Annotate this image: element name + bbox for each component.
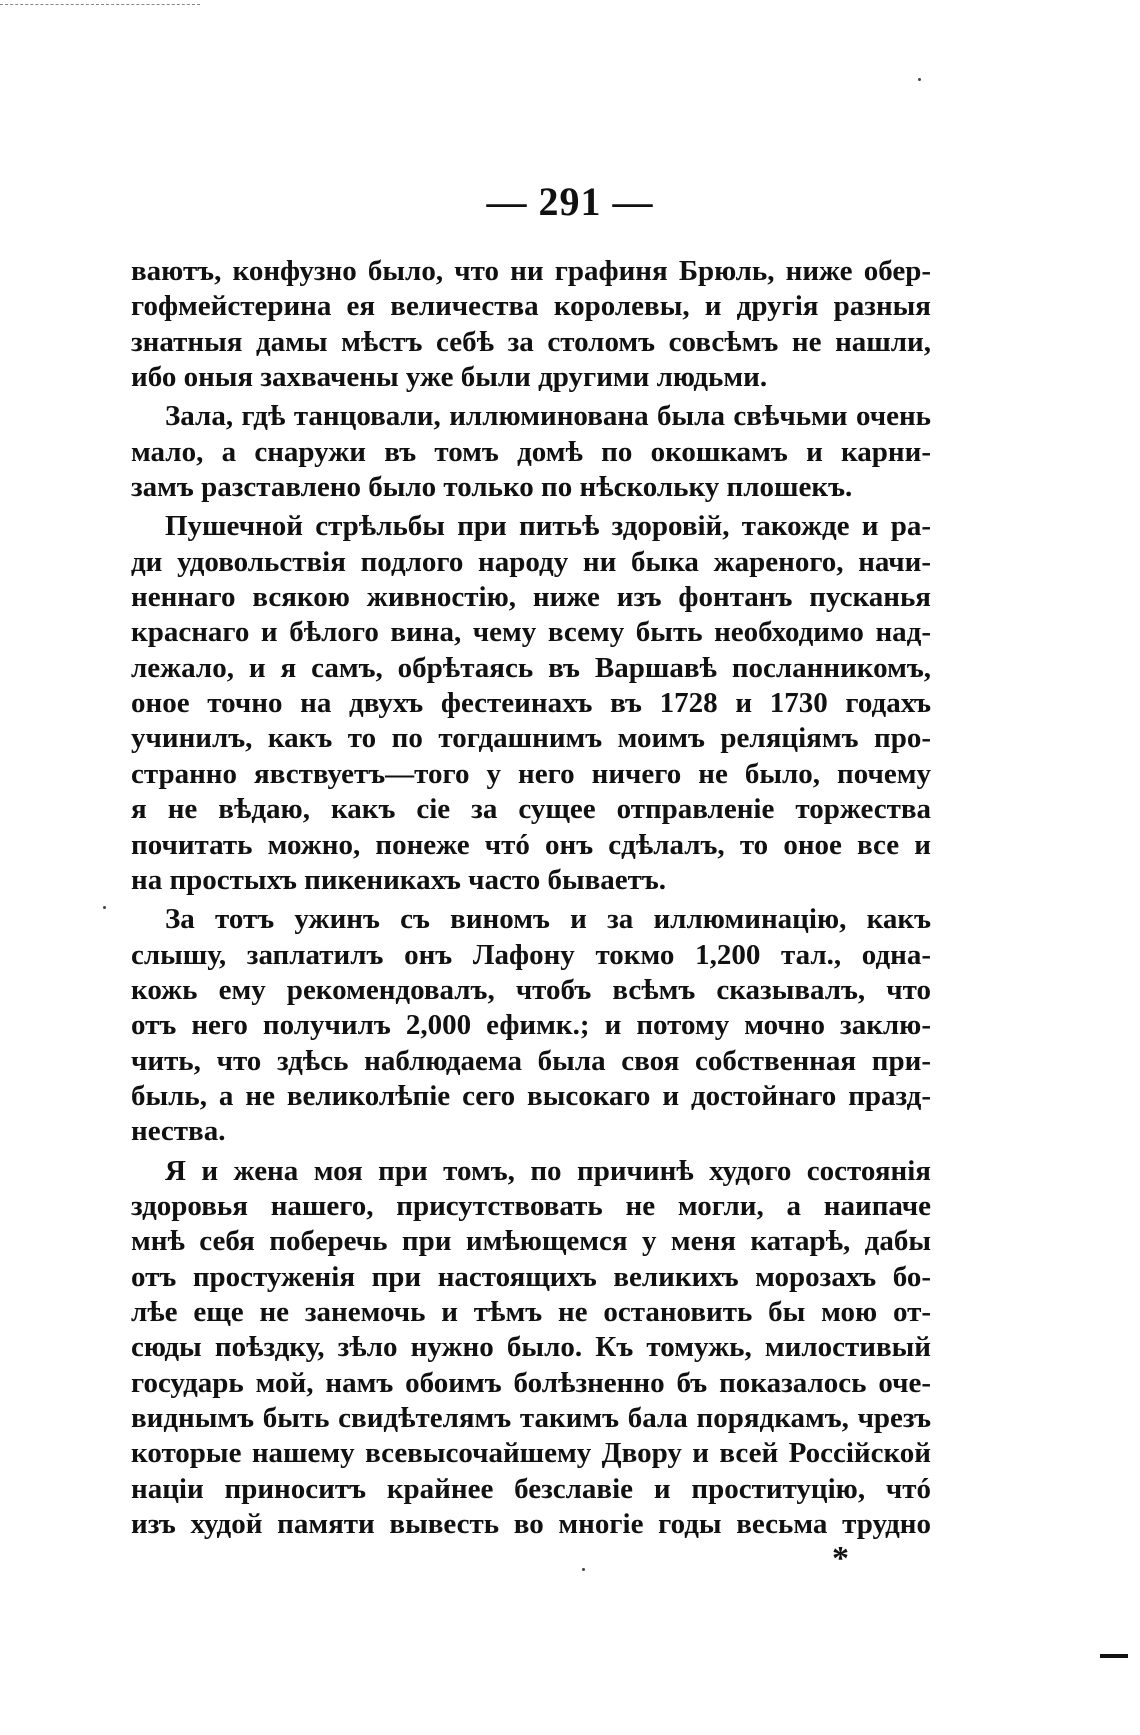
scan-speck bbox=[103, 906, 106, 909]
text-line: изъ худой памяти вывесть во многіе годы весьма трудно bbox=[131, 1508, 931, 1541]
edge-mark bbox=[1100, 1654, 1128, 1658]
text-line: которые нашему всевысочайшему Двору и всей Россійской bbox=[131, 1437, 931, 1470]
top-scan-rule bbox=[0, 4, 200, 6]
text-line: почитать можно, понеже чтó онъ сдѣлалъ, то оное все и bbox=[131, 828, 931, 861]
text-line: націи приноситъ крайнее безславіе и проституцію, чтó bbox=[131, 1472, 931, 1505]
text-line: ибо оныя захвачены уже были другими людьми. bbox=[131, 361, 768, 394]
text-line: неннаго всякою живностію, ниже изъ фонтанъ пусканья bbox=[131, 581, 931, 614]
text-line: отъ него получилъ 2,000 ефимк.; и потому мочно заклю- bbox=[131, 1009, 931, 1042]
text-line: лѣе еще не занемочь и тѣмъ не остановить бы мою от- bbox=[131, 1295, 931, 1328]
text-line: здоровья нашего, присутствовать не могли, а наипаче bbox=[131, 1189, 931, 1222]
text-line: мало, а снаружи въ томъ домѣ по окошкамъ и карни- bbox=[131, 435, 931, 468]
page-number: — 291 — bbox=[486, 179, 654, 224]
text-line: За тотъ ужинъ съ виномъ и за иллюминацію, какъ bbox=[165, 903, 931, 936]
text-line: виднымъ быть свидѣтелямъ такимъ бала порядкамъ, чрезъ bbox=[131, 1402, 931, 1434]
text-line: лежало, и я самъ, обрѣтаясь въ Варшавѣ посланникомъ, bbox=[131, 651, 931, 684]
text-line: чить, что здѣсь наблюдаема была своя собственная при- bbox=[131, 1044, 931, 1077]
text-line: сюды поѣздку, зѣло нужно было. Къ томужь, милостивый bbox=[131, 1331, 931, 1364]
text-line: ваютъ, конфузно было, что ни графиня Брюль, ниже обер- bbox=[131, 255, 931, 287]
signature-mark: * bbox=[832, 1540, 849, 1577]
text-line: учинилъ, какъ то по тогдашнимъ моимъ реляціямъ про- bbox=[131, 722, 931, 755]
text-line: мнѣ себя поберечь при имѣющемся у меня катарѣ, дабы bbox=[131, 1225, 931, 1258]
text-line: гофмейстерина ея величества королевы, и другія разныя bbox=[131, 290, 931, 323]
text-line: странно явствуетъ—того у него ничего не было, почему bbox=[131, 757, 931, 790]
scan-speck bbox=[918, 78, 921, 81]
body-text bbox=[131, 254, 931, 1542]
text-line: я не вѣдаю, какъ сіе за сущее отправленіе торжества bbox=[131, 793, 931, 826]
text-line: краснаго и бѣлого вина, чему всему быть необходимо над- bbox=[131, 616, 931, 649]
text-line: кожь ему рекомендовалъ, чтобъ всѣмъ сказывалъ, что bbox=[131, 973, 931, 1006]
text-line: слышу, заплатилъ онъ Лафону токмо 1,200 тал., однa- bbox=[131, 938, 931, 971]
text-line: быль, а не великолѣпіе сего высокаго и достойнаго празд- bbox=[131, 1079, 931, 1112]
text-line: знатныя дамы мѣстъ себѣ за столомъ совсѣмъ не нашли, bbox=[131, 325, 931, 358]
text-line: Пушечной стрѣльбы при питьѣ здоровій, такожде и ра- bbox=[165, 510, 931, 543]
text-line: замъ разставлено было только по нѣскольку плошекъ. bbox=[131, 471, 853, 504]
text-line: Зала, гдѣ танцовали, иллюминована была свѣчьми очень bbox=[165, 400, 931, 433]
text-line: Я и жена моя при томъ, по причинѣ худого состоянія bbox=[165, 1154, 931, 1187]
text-line: оное точно на двухъ фестеинахъ въ 1728 и 1730 годахъ bbox=[131, 687, 931, 720]
text-line: на простыхъ пикеникахъ часто бываетъ. bbox=[131, 863, 667, 896]
text-line: отъ простуженія при настоящихъ великихъ морозахъ бо- bbox=[131, 1260, 931, 1293]
scan-speck bbox=[582, 1568, 585, 1571]
text-line: нества. bbox=[131, 1115, 226, 1148]
text-line: ди удовольствія подлого народу ни быка жареного, начи- bbox=[131, 545, 931, 578]
text-line: государь мой, намъ обоимъ болѣзненно бъ показалось оче- bbox=[131, 1366, 931, 1399]
